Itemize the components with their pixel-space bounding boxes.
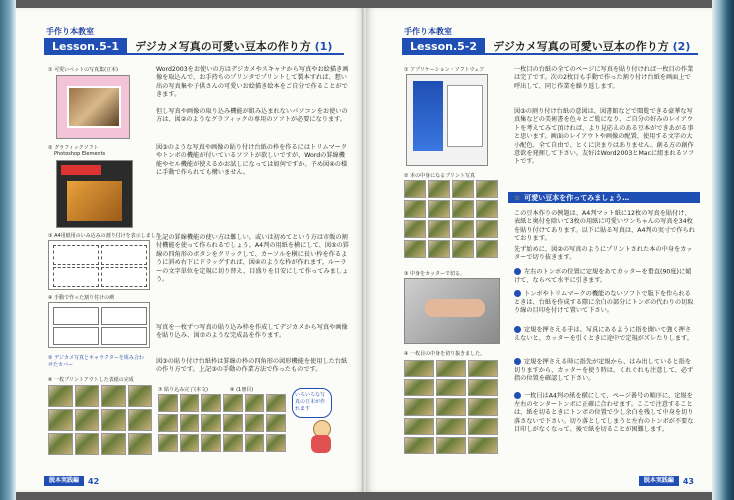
book-edge-right — [712, 0, 734, 500]
left-page — [16, 8, 364, 492]
figure-caption: ⑧ (1冊目) — [230, 387, 254, 393]
figure-caption: ③ 中身をカッターで切る。 — [404, 271, 466, 277]
figure-caption: ③ A4用紙用のいみ込みの割り付けを表示しました — [48, 233, 161, 239]
step-item: 定規を押さえる時に指先が定規から、はみ出していると指を切りますから、カッターを使う時は、くれぐれも注意して、必ず指の位置を確認して下さい。 — [514, 358, 694, 383]
star-icon: ☆ — [514, 193, 521, 202]
step-item: 一枚目はA4判の紙を横にして、ページ番号の順序に、定規を左右のセンタートンボに正確に合わせます。ここで注意することは、紙を切るときにトンボの位置で少し余白を残して中身を切り落さないで下さい。切り落としてしまうと左右のトンボが不要な目印しがなくなって、後で紙を切ることが困難します。 — [514, 392, 694, 434]
series-label: 手作り本教室 — [46, 27, 94, 36]
lesson-header — [402, 38, 698, 55]
paragraph: 一枚目の台紙の全てのページに写真を貼り付ければ一枚目の作業は完了です。次の2枚目も手動で作った割り付け台紙を画面上で呼出して、同じ作業を繰り返します。 — [514, 66, 694, 90]
figure-caption: ④ 手動で作った割り付けの例 — [48, 295, 115, 301]
figure-application-box — [406, 74, 488, 166]
lesson-tag: Lesson.5-2 — [402, 38, 485, 55]
figure-caption: ⑦ 貼り込み完了(本文) — [158, 387, 208, 393]
book-edge-left — [0, 0, 16, 500]
bullet-icon — [514, 290, 521, 297]
lesson-title: デジカメ写真の可愛い豆本の作り方 (2) — [485, 38, 698, 55]
mascot-character-icon — [308, 420, 334, 454]
paragraph: 但し写真や画像の取り込み機能が組み込まれないパソコンをお使いの方は、図②のようなグラフィックの専用のソフトが必要になります。 — [156, 108, 348, 124]
figure-caption: ⑤ デジカメ写真とキャラクターを組み合わせたカバー — [48, 355, 144, 368]
series-label: 手作り本教室 — [404, 27, 452, 36]
figure-subcaption: Photoshop Elements — [54, 151, 106, 157]
figure-cutting-photo — [404, 278, 500, 344]
figure-caption: ① 可愛いペットの写真集(豆本) — [48, 67, 118, 73]
paragraph: この豆本作りの例題は、A4判マット紙に12枚の写真を貼付け、表紙と奥付を除いて3枚の用紙に可愛いワンちゃんの写真を34枚を貼り付けてあります。以下に貼る写真は、A4判の実寸で作られております。 — [514, 210, 695, 243]
figure-caption: ② グラフィックソフト — [48, 145, 99, 151]
bullet-icon — [514, 268, 521, 275]
figure-software-box — [56, 160, 133, 228]
step-item: 定規を押さえる手は、写真にあるように指を開いて強く押さえないと、カッターを引くときに途中で定規がズレたりします。 — [514, 326, 693, 342]
paragraph: 上記の罫線機能の使い方は難しい。或いは初めてという方は市販の割付機能を使って作られるでしょう。A4判の用紙を横にして、図⑤の罫線の四角形のボタンをクリックして、カーソルを横に長い枠を作るように斜め右下にドラッグすれば、図④のような枠が作れます。ルーラーの文字単位を定規に切り替え、目盛りを目安にして作ってみましょう。 — [156, 234, 349, 284]
step-item: トンボやトリムマークの機能のないソフトで版下を作られるときは、台紙を作成する際に余白の部分にトンボの代わりの切取り線の目印を付けて置いて下さい。 — [514, 290, 694, 315]
step-item: 左右のトンボの位置に定規をあてカッターを垂直(90度)に傾けて、ならべて水平に引きます。 — [514, 268, 692, 284]
section-heading: ☆ 可愛い豆本を作ってみましょう… — [508, 192, 700, 203]
figure-caption: ⑥ 一枚プリントアウトした表紙の完成 — [48, 377, 134, 383]
page-footer — [639, 476, 698, 486]
paragraph: 図③のような写真や画像の貼り付け台紙の枠を作るにはトリムマークやトンボの機能が付いているソフトが欲しいですが、Wordの罫線機能やセル機能が使えるかお試しになっては如何ですか。予め図④の様に手動で作られても構いません。 — [156, 144, 348, 177]
lesson-tag: Lesson.5-1 — [44, 38, 127, 55]
figure-finished-pages — [158, 394, 286, 452]
lesson-title: デジカメ写真の可愛い豆本の作り方 (1) — [127, 38, 344, 55]
figure-cut-pages — [404, 360, 498, 454]
paragraph: 図③の割り付け台紙の意図は、図書館などで閲覧できる豪華な写真集などの美術書を色々とご覧になり、ご自分の好みのレイアウトを考えてみて頂ければ、より見応えのある豆本ができあがる事と思います。画面のレイアウトや画像の配置、使用する文字の大小配色、全て自由で、とくに決まりはありません。創る方の創作意欲を発揮して下さい。友好はWord2003とMacに組まれるソフトです。 — [514, 108, 695, 166]
footer-label: 脱本実践編 — [639, 476, 679, 486]
page-footer — [44, 476, 103, 486]
figure-caption: ① アプリケーション・ソフトウェア — [404, 67, 485, 73]
paragraph: Word2003をお使いの方はデジカメやスキャナから写真やお絵描き画像を取込んで、お手持ちのプリンタでプリントして製本すれば、想い出の写真集や子供さんの可愛いお絵描き絵本をご自分で作ることができます。 — [156, 66, 349, 99]
paragraph: 写真を一枚ずつ写真の貼り込み枠を作成してデジカメから写真や画像を貼り込み、図⑦のような完成品を作ります。 — [156, 324, 348, 340]
lesson-header — [44, 38, 344, 55]
bullet-icon — [514, 392, 521, 399]
bullet-icon — [514, 358, 521, 365]
figure-caption: ② 本の中身になるプリント写真 — [404, 173, 475, 179]
paragraph: 先ず始めに、図②の写真のようにプリントされた本の中身をカッターで切り抜きます。 — [514, 246, 693, 262]
figure-manual-layout — [48, 302, 150, 348]
footer-label: 脱本実践編 — [44, 476, 84, 486]
bullet-icon — [514, 326, 521, 333]
figure-pet-photobook — [56, 75, 130, 139]
figure-layout-grid — [48, 240, 150, 290]
figure-printed-photos — [404, 180, 498, 258]
figure-cover-photos — [48, 385, 152, 455]
page-number: 43 — [682, 476, 694, 486]
speech-bubble: いろいろな写真の豆本が作れます — [292, 388, 332, 418]
page-number: 42 — [88, 476, 100, 486]
paragraph: 図③の貼り付け台紙枠は罫線の枠の四角形の図形機能を使用した台紙の作り方です。上記③の手動の作業方法で作ったものです。 — [156, 358, 348, 374]
figure-caption: ④ 一枚目の中身を切り抜きました。 — [404, 351, 486, 357]
right-page — [366, 8, 712, 492]
